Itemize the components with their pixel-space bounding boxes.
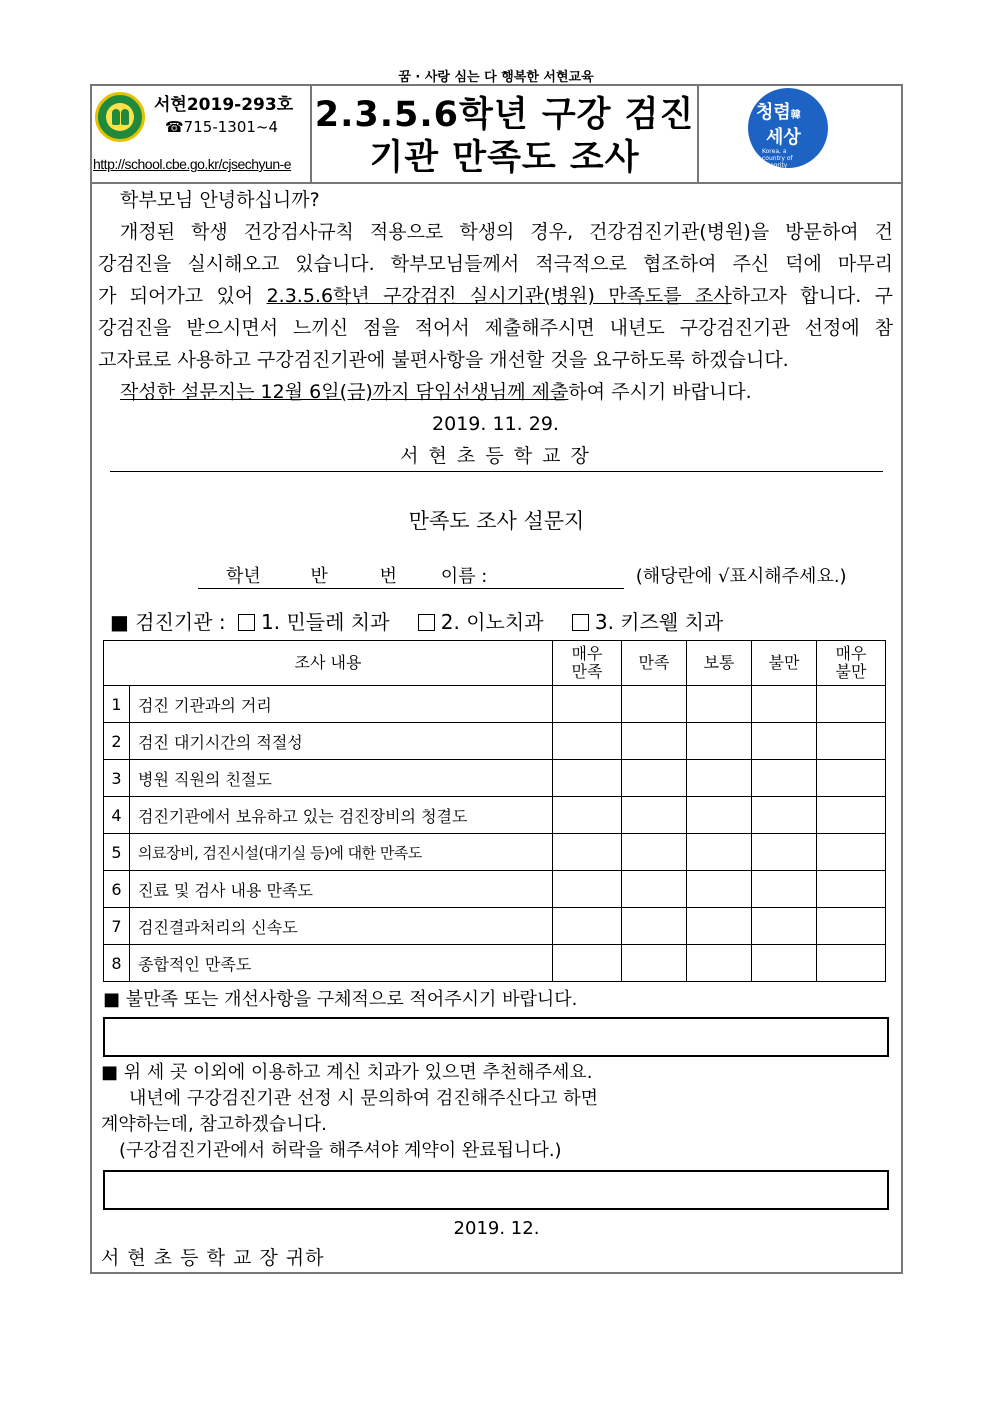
answer-cell[interactable] [687, 686, 752, 723]
answer-cell[interactable] [817, 686, 886, 723]
improvement-answer-box[interactable] [103, 1017, 889, 1057]
answer-cell[interactable] [553, 797, 622, 834]
answer-cell[interactable] [622, 871, 687, 908]
answer-cell[interactable] [817, 834, 886, 871]
divider [110, 471, 883, 472]
answer-cell[interactable] [622, 797, 687, 834]
table-row: 8 종합적인 만족도 [104, 945, 886, 982]
table-row: 5 의료장비, 검진시설(대기실 등)에 대한 만족도 [104, 834, 886, 871]
hospital-checkbox-3[interactable] [572, 614, 589, 631]
col-header-content: 조사 내용 [104, 641, 553, 686]
answer-cell[interactable] [752, 797, 817, 834]
student-info: 학년 반 번 이름 : (해당란에 √표시해주세요.) [198, 562, 847, 589]
page-title: 2.3.5.6학년 구강 검진 기관 만족도 조사 [314, 95, 695, 178]
table-row: 1 검진 기관과의 거리 [104, 686, 886, 723]
answer-cell[interactable] [553, 760, 622, 797]
answer-cell[interactable] [817, 871, 886, 908]
hospital-checkbox-1[interactable] [238, 614, 255, 631]
answer-cell[interactable] [817, 723, 886, 760]
document-number: 서현2019-293호 [154, 95, 294, 115]
footer-signer: 서 현 초 등 학 교 장 귀하 [101, 1247, 325, 1269]
answer-cell[interactable] [622, 834, 687, 871]
answer-cell[interactable] [622, 908, 687, 945]
table-row: 6 진료 및 검사 내용 만족도 [104, 871, 886, 908]
header-divider [697, 84, 699, 184]
col-header-very-dissatisfied: 매우 불만 [817, 641, 886, 686]
answer-cell[interactable] [752, 871, 817, 908]
school-url[interactable]: http://school.cbe.go.kr/cjsechyun-e [93, 156, 292, 172]
answer-cell[interactable] [752, 723, 817, 760]
answer-cell[interactable] [553, 945, 622, 982]
letter-body: 학부모님 안녕하십니까? 개정된 학생 건강검사규칙 적용으로 학생의 경우, 건강검진기관(병원)을 방문하여 건 강검진을 실시해오고 있습니다. 학부모님들께서 적극적으로 협조하여 주신 덕에 마무리 가 되어가고 있어 2.3.5.6학년 구강검진 실시기관(병원) 만족도를 조사하고자 합니다. 구 강검진을 받으시면서 느끼신 점을 적어서 제출해주시면 내년도 구강검진기관 선정에 참 고자료로 사용하고 구강검진기관에 불편사항을 개선할 것을 요구하도록 하겠습니다. 작성한 설문지는 12월 6일(금)까지 담임선생님께 제출하여 주시기 바랍니다. 2019. 11. 29. 서 현 초 등 학 교 장 [98, 184, 893, 472]
integrity-logo: 청렴韓 세상 Korea, a country of integrity [748, 88, 828, 168]
answer-cell[interactable] [817, 908, 886, 945]
footer-date: 2019. 12. [453, 1218, 540, 1239]
table-row: 4 검진기관에서 보유하고 있는 검진장비의 청결도 [104, 797, 886, 834]
survey-title: 만족도 조사 설문지 [408, 509, 585, 533]
table-row: 2 검진 대기시간의 적절성 [104, 723, 886, 760]
answer-cell[interactable] [752, 908, 817, 945]
answer-cell[interactable] [752, 834, 817, 871]
answer-cell[interactable] [817, 945, 886, 982]
answer-cell[interactable] [817, 760, 886, 797]
hospital-selection: ■ 검진기관 : 1. 민들레 치과 2. 이노치과 3. 키즈웰 치과 [110, 610, 724, 634]
answer-cell[interactable] [687, 871, 752, 908]
answer-cell[interactable] [622, 760, 687, 797]
question-recommend: ■ 위 세 곳 이외에 이용하고 계신 치과가 있으면 추천해주세요. 내년에 구강검진기관 선정 시 문의하여 검진해주신다고 하면 계약하는데, 참고하겠습니다. (구강검진기관에서 허락을 해주셔야 계약이 완료됩니다.) [101, 1062, 599, 1161]
answer-cell[interactable] [752, 760, 817, 797]
answer-cell[interactable] [687, 945, 752, 982]
answer-cell[interactable] [687, 723, 752, 760]
answer-cell[interactable] [622, 723, 687, 760]
answer-cell[interactable] [553, 871, 622, 908]
col-header-satisfied: 만족 [622, 641, 687, 686]
letter-signer: 서 현 초 등 학 교 장 [400, 445, 591, 467]
answer-cell[interactable] [687, 834, 752, 871]
answer-cell[interactable] [553, 834, 622, 871]
col-header-very-satisfied: 매우 만족 [553, 641, 622, 686]
question-improvement: ■ 불만족 또는 개선사항을 구체적으로 적어주시기 바랍니다. [103, 989, 578, 1010]
answer-cell[interactable] [553, 723, 622, 760]
answer-cell[interactable] [622, 945, 687, 982]
table-header-row [104, 641, 886, 686]
answer-cell[interactable] [687, 760, 752, 797]
phone-number: ☎715-1301~4 [165, 118, 279, 136]
col-header-dissatisfied: 불만 [752, 641, 817, 686]
recommend-answer-box[interactable] [103, 1170, 889, 1210]
slogan: 꿈 · 사랑 심는 다 행복한 서현교육 [398, 70, 594, 85]
answer-cell[interactable] [752, 945, 817, 982]
letter-date: 2019. 11. 29. [432, 413, 559, 435]
answer-cell[interactable] [622, 686, 687, 723]
answer-cell[interactable] [687, 908, 752, 945]
table-row: 3 병원 직원의 친절도 [104, 760, 886, 797]
col-header-neutral: 보통 [687, 641, 752, 686]
answer-cell[interactable] [817, 797, 886, 834]
table-row: 7 검진결과처리의 신속도 [104, 908, 886, 945]
answer-cell[interactable] [752, 686, 817, 723]
answer-cell[interactable] [553, 686, 622, 723]
hospital-checkbox-2[interactable] [418, 614, 435, 631]
school-emblem-icon [95, 92, 145, 142]
survey-table [103, 640, 886, 982]
answer-cell[interactable] [687, 797, 752, 834]
answer-cell[interactable] [553, 908, 622, 945]
